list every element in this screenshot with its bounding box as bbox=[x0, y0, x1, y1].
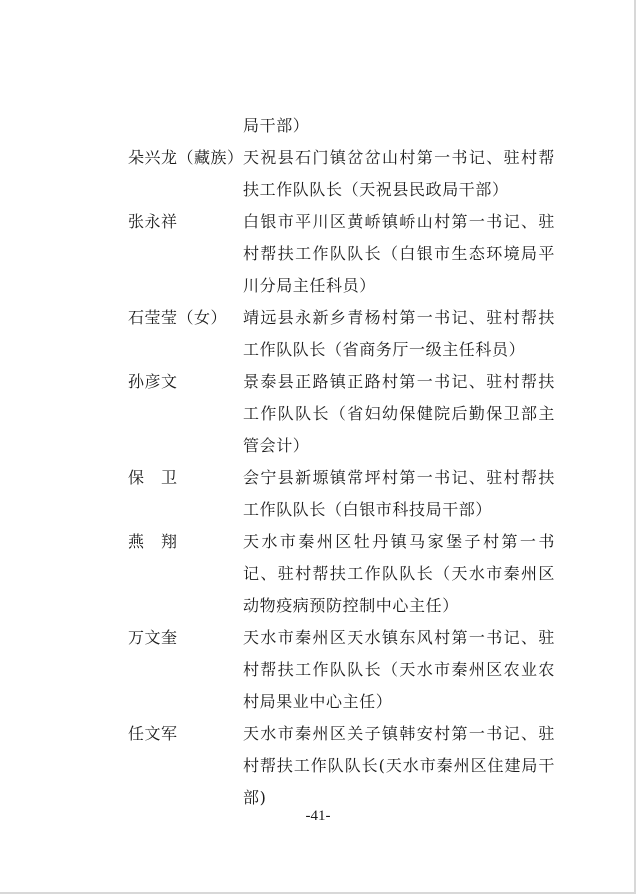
entry-description: 天水市秦州区天水镇东风村第一书记、驻村帮扶工作队队长（天水市秦州区农业农村局果业中心主任） bbox=[243, 628, 555, 711]
entry-name: 燕翔 bbox=[128, 532, 195, 551]
entry-description: 局干部） bbox=[243, 116, 310, 135]
list-item bbox=[0, 142, 636, 206]
entry-description: 靖远县永新乡青杨村第一书记、驻村帮扶工作队队长（省商务厅一级主任科员） bbox=[243, 308, 555, 359]
entry-description: 会宁县新塬镇常坪村第一书记、驻村帮扶工作队队长（白银市科技局干部） bbox=[243, 468, 555, 519]
entry-name: 石莹莹（女） bbox=[128, 308, 228, 327]
list-item bbox=[0, 110, 636, 142]
list-item bbox=[0, 622, 636, 718]
entry-name: 任文军 bbox=[128, 724, 178, 743]
entry-description: 景泰县正路镇正路村第一书记、驻村帮扶工作队队长（省妇幼保健院后勤保卫部主管会计） bbox=[243, 372, 555, 455]
list-item bbox=[0, 462, 636, 526]
entry-description: 天祝县石门镇岔岔山村第一书记、驻村帮扶工作队队长（天祝县民政局干部） bbox=[243, 148, 555, 199]
entry-description: 天水市秦州区关子镇韩安村第一书记、驻村帮扶工作队队长(天水市秦州区住建局干部) bbox=[243, 724, 555, 807]
list-item bbox=[0, 302, 636, 366]
entry-description: 天水市秦州区牡丹镇马家堡子村第一书记、驻村帮扶工作队队长（天水市秦州区动物疫病预防控制中心主任） bbox=[243, 532, 555, 615]
entry-name: 孙彦文 bbox=[128, 372, 178, 391]
entry-name: 朵兴龙（藏族） bbox=[128, 148, 244, 167]
list-item bbox=[0, 526, 636, 622]
name-list bbox=[0, 110, 636, 814]
entry-name: 张永祥 bbox=[128, 212, 178, 231]
entry-name: 万文奎 bbox=[128, 628, 178, 647]
entry-description: 白银市平川区黄峤镇峤山村第一书记、驻村帮扶工作队队长（白银市生态环境局平川分局主任科员） bbox=[243, 212, 555, 295]
entry-name: 保卫 bbox=[128, 468, 195, 487]
list-item bbox=[0, 718, 636, 814]
list-item bbox=[0, 206, 636, 302]
page-number: -41- bbox=[305, 808, 331, 824]
list-item bbox=[0, 366, 636, 462]
